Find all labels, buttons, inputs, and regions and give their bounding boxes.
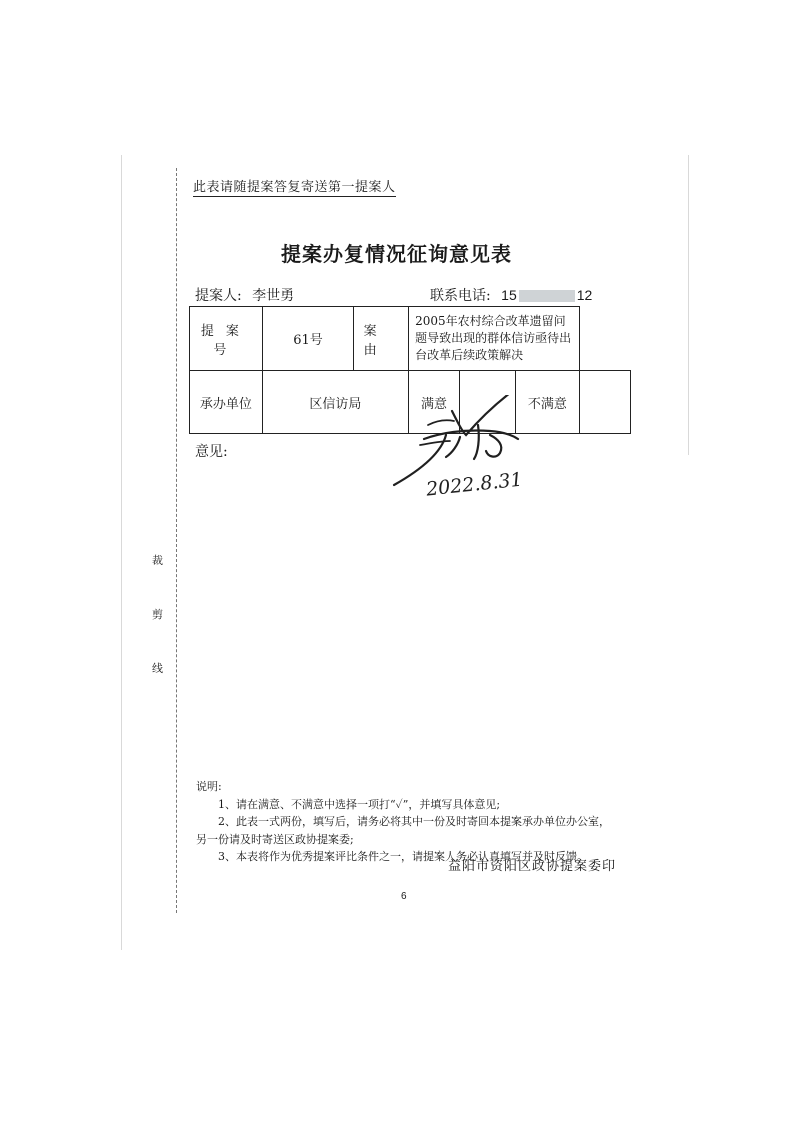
committee-stamp-text: 益阳市资阳区政协提案委印 xyxy=(448,859,617,874)
scan-edge-right xyxy=(688,155,689,455)
proposal-no-value: 61号 xyxy=(293,333,323,348)
reason-value: 2005年农村综合改革遗留问题导致出现的群体信访亟待出台改革后续政策解决 xyxy=(415,314,572,362)
notes-item-3: 3、本表将作为优秀提案评比条件之一，请提案人务必认真填写并及时反馈。 xyxy=(218,850,588,863)
phone-redaction xyxy=(519,290,575,302)
notes-section xyxy=(196,778,616,866)
cut-label-3: 线 xyxy=(152,662,163,675)
proposal-no-value-cell xyxy=(262,307,354,371)
notes-item-1: 1、请在满意、不满意中选择一项打“✓”，并填写具体意见; xyxy=(218,797,501,811)
reason-label-cell xyxy=(354,307,409,371)
reason-label: 案由 xyxy=(363,323,399,358)
notes-heading: 说明: xyxy=(196,780,222,793)
proposer-label: 提案人: xyxy=(195,288,242,304)
phone-suffix: 12 xyxy=(576,287,593,303)
phone-prefix: 15 xyxy=(501,287,517,303)
scan-edge-left xyxy=(121,155,122,950)
opinion-label: 意见: xyxy=(195,444,228,460)
signature-stroke-1 xyxy=(424,430,518,439)
phone-label: 联系电话: xyxy=(430,288,491,304)
cut-label-2: 剪 xyxy=(152,608,163,621)
check-mark xyxy=(452,395,510,435)
handwritten-signature xyxy=(380,395,550,505)
reason-value-cell xyxy=(409,307,580,371)
proposal-no-label: 提案号 xyxy=(200,323,251,358)
proposer-name: 李世勇 xyxy=(252,288,295,304)
handling-unit-label: 承办单位 xyxy=(199,396,252,412)
page-number: 6 xyxy=(401,891,407,902)
proposal-no-label-cell xyxy=(190,307,263,371)
unsatisfied-check-cell[interactable] xyxy=(580,371,631,434)
signature-date: 2022.8.31 xyxy=(425,468,524,501)
cut-label-1: 裁 xyxy=(152,554,163,567)
proposer xyxy=(195,285,294,305)
satisfied-label: 满意 xyxy=(420,396,447,412)
cut-line xyxy=(176,168,177,913)
unsatisfied-label: 不满意 xyxy=(527,396,567,412)
notes-item-2: 2、此表一式两份，填写后，请务必将其中一份及时寄回本提案承办单位办公室，另一份请及时寄送区政协提案委; xyxy=(196,815,610,846)
page-title: 提案办复情况征询意见表 xyxy=(281,242,512,266)
handling-unit-label-cell xyxy=(190,371,263,434)
instruction-line: 此表请随提案答复寄送第一提案人 xyxy=(193,176,396,197)
handling-unit-value: 区信访局 xyxy=(309,396,362,412)
phone xyxy=(430,285,592,305)
